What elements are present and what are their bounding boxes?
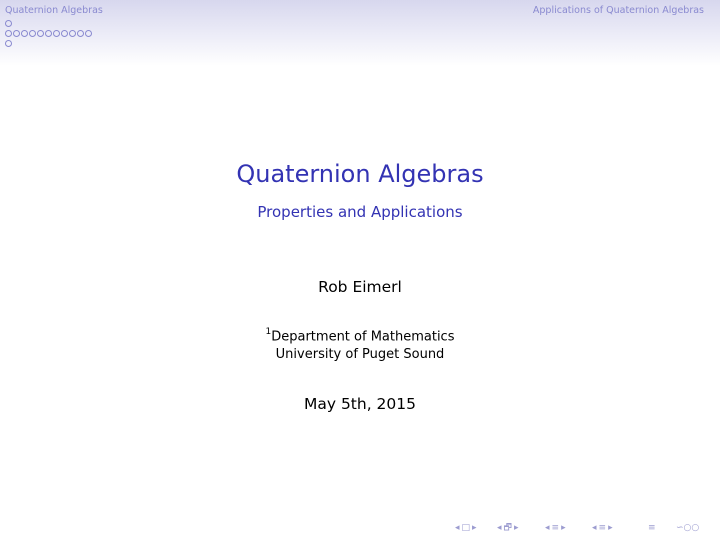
subsection-next-icon[interactable]: ▸	[513, 523, 519, 533]
institute-university: University of Puget Sound	[275, 347, 445, 362]
align-icon[interactable]: ≡	[648, 523, 656, 533]
section-prev-icon[interactable]: ◂	[545, 523, 550, 533]
mini-frame-row-3	[5, 40, 12, 48]
align-nav	[648, 521, 656, 535]
subsection-prev-icon[interactable]: ◂	[497, 523, 502, 533]
mini-frame-dot[interactable]	[5, 20, 12, 27]
frame-next-icon[interactable]: ▸	[472, 523, 477, 533]
presentation-nav-group	[592, 521, 613, 535]
slide-title: Quaternion Algebras	[236, 160, 484, 188]
mini-frame-dot[interactable]	[5, 40, 12, 47]
mini-frame-dot[interactable]	[29, 30, 36, 37]
institute-department	[0, 328, 720, 344]
mini-frame-dot[interactable]	[13, 30, 20, 37]
section-icon[interactable]: ≡	[551, 523, 560, 533]
mini-frame-dot[interactable]	[77, 30, 84, 37]
mini-frame-dot[interactable]	[85, 30, 92, 37]
slide-subtitle: Properties and Applications	[257, 203, 463, 221]
mini-frame-dot[interactable]	[5, 30, 12, 37]
department-text: Department of Mathematics	[271, 329, 455, 345]
presentation-date: May 5th, 2015	[303, 395, 417, 413]
frame-nav-group	[455, 521, 477, 535]
mini-frame-dot[interactable]	[37, 30, 44, 37]
presentation-prev-icon[interactable]: ◂	[592, 523, 597, 533]
frame-icon[interactable]: □	[461, 523, 471, 533]
mini-frame-dot[interactable]	[61, 30, 68, 37]
subsection-icon[interactable]: 🗗	[503, 523, 512, 533]
mini-frame-row-1	[5, 20, 12, 28]
frame-prev-icon[interactable]: ◂	[455, 523, 460, 533]
mini-frame-dot[interactable]	[21, 30, 28, 37]
section-next-icon[interactable]: ▸	[561, 523, 566, 533]
presentation-next-icon[interactable]: ▸	[608, 523, 613, 533]
section-nav-link[interactable]: Quaternion Algebras	[5, 5, 103, 16]
mini-frame-dot[interactable]	[45, 30, 52, 37]
subsection-nav-group	[497, 521, 519, 535]
search-nav	[676, 521, 699, 535]
mini-frame-dot[interactable]	[69, 30, 76, 37]
section-nav-link-applications[interactable]: Applications of Quaternion Algebras	[532, 5, 704, 16]
author-name: Rob Eimerl	[318, 278, 402, 296]
mini-frame-row-2	[5, 30, 92, 38]
affiliation-mark: 1	[265, 327, 272, 337]
search-icon[interactable]: ∽○○	[676, 523, 700, 533]
mini-frame-dot[interactable]	[53, 30, 60, 37]
presentation-icon[interactable]: ≡	[598, 523, 607, 533]
section-nav-group	[545, 521, 566, 535]
